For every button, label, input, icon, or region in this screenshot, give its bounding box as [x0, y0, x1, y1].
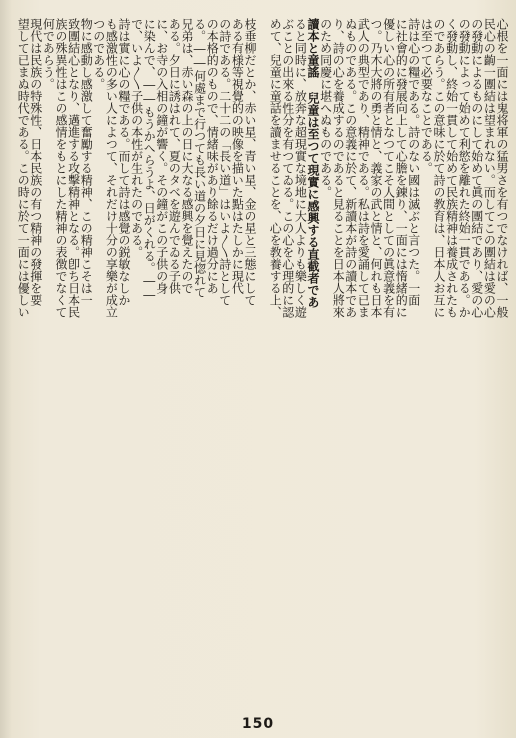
text-column: ると同時に、放奔な超現實な境地に大人よりも樂しく遊: [293, 18, 308, 318]
text-column: ぶことの出來る性分を有つてゐる。この心を心理的に認: [280, 18, 295, 318]
text-column: に社會的に發展向上して心膽を錬り、一面には惰緒的に: [394, 18, 409, 318]
page-number: 150: [241, 716, 275, 732]
text-column: 現代は民族の特殊性、日本民族の有つ精神の發揮を要: [28, 18, 43, 306]
text-column: 族の殊異性はこの感情をもとにした精神の表徴でなくて: [54, 18, 68, 318]
text-column: 優しい心の所有者となつてこそ人間としての眞意義を有: [381, 18, 396, 318]
text-column: の發動によるものにして始めて眞の團結であり、愛の心: [469, 18, 484, 318]
text-column: 心根を一面には鬼将軍の猛男さを有つでなければ、一般: [495, 18, 509, 318]
text-column: のであらう。この意味に於て詩の教育は、日本人お互に: [432, 18, 446, 318]
text-column: で、いよ〳〵子供の本性が生れたのである。: [129, 18, 144, 258]
text-column: 民心の齣一團結は望まれない。而してこの團結は愛の心: [482, 18, 497, 318]
text-column: く發動し、終始一貫して始めて民族精神は養成されたも: [444, 18, 459, 318]
text-column: は至つて必要なことである。: [419, 18, 434, 174]
text-column: の發動によって始めて利慾を離れた終始一貫である。か: [457, 18, 472, 318]
text-column: に、お寺の入相の鐘が響く。その鐘がこの子供の身: [154, 18, 169, 294]
section-heading-column: 讀本と童謠 兒童は至つて現實に感興する直截者であ: [306, 18, 320, 308]
text-column: 詩は實に心の糧である。而して詩は感覺の鋭敏なしか: [117, 18, 131, 306]
text-column: 何であらう。: [41, 18, 56, 90]
text-column: めて、兒童に童話を讀ませることを、心を教養する上、: [268, 18, 283, 318]
text-column: 兄弟は、赤い森の上の日に大なる感興を覺えたので: [180, 18, 194, 294]
text-column: も感激性の多い人によつて、それだけ十分の享樂が成立: [104, 18, 119, 318]
text-column: 物に感動し感激して奮勵する精神、この精神こそは一: [79, 18, 94, 306]
text-column: ある。夕日に誘はれて、夏のタべを遊んでゐる子供: [167, 18, 182, 294]
text-column: つのである。: [91, 18, 106, 90]
text-column: つ。乃木大將の勇と情と、義家の武と情と、何れも日本: [369, 18, 383, 318]
text-column: の詩である。二十二の「長い道」はいよ〳〵詩として: [217, 18, 232, 306]
text-column: のため同慶に堪へぬものである。: [318, 18, 333, 198]
text-column: 詩は心の糧である。詩のない國は滅ぶと言つた。一面: [406, 18, 421, 306]
page-gutter-shadow: [0, 0, 12, 738]
text-column: 枝垂柳だとか、赤い星、青い星、金の星と三態にして: [243, 18, 257, 306]
text-column: 武人の典型であり、精神である。私は詩を愛誦して已ま: [356, 18, 371, 318]
text-column: 望して已まぬ時代である。この時に於て一面には優しい: [16, 18, 31, 318]
text-column: ある有様等視覺的の映像を描いた點はたしかに現代: [230, 18, 245, 294]
text-column: り、詩の心を養成するのであると見ることを日本人將來: [331, 18, 346, 318]
text-column: る。――何處まで行つても長い道の夕日に見惚れて: [192, 18, 207, 298]
text-column: 致團結心となり、邁進する攻擊精神となる。卽ち日本民: [66, 18, 81, 318]
text-column: に染んで、――もうかへらうよ、日がくれる。――: [142, 18, 157, 302]
text-column: の本格的のもので、情緒味があり餘るだけ過分にあ: [205, 18, 220, 294]
text-column: ぬものである。この意義に於て、新讀本が詩の讀本であ: [343, 18, 358, 318]
